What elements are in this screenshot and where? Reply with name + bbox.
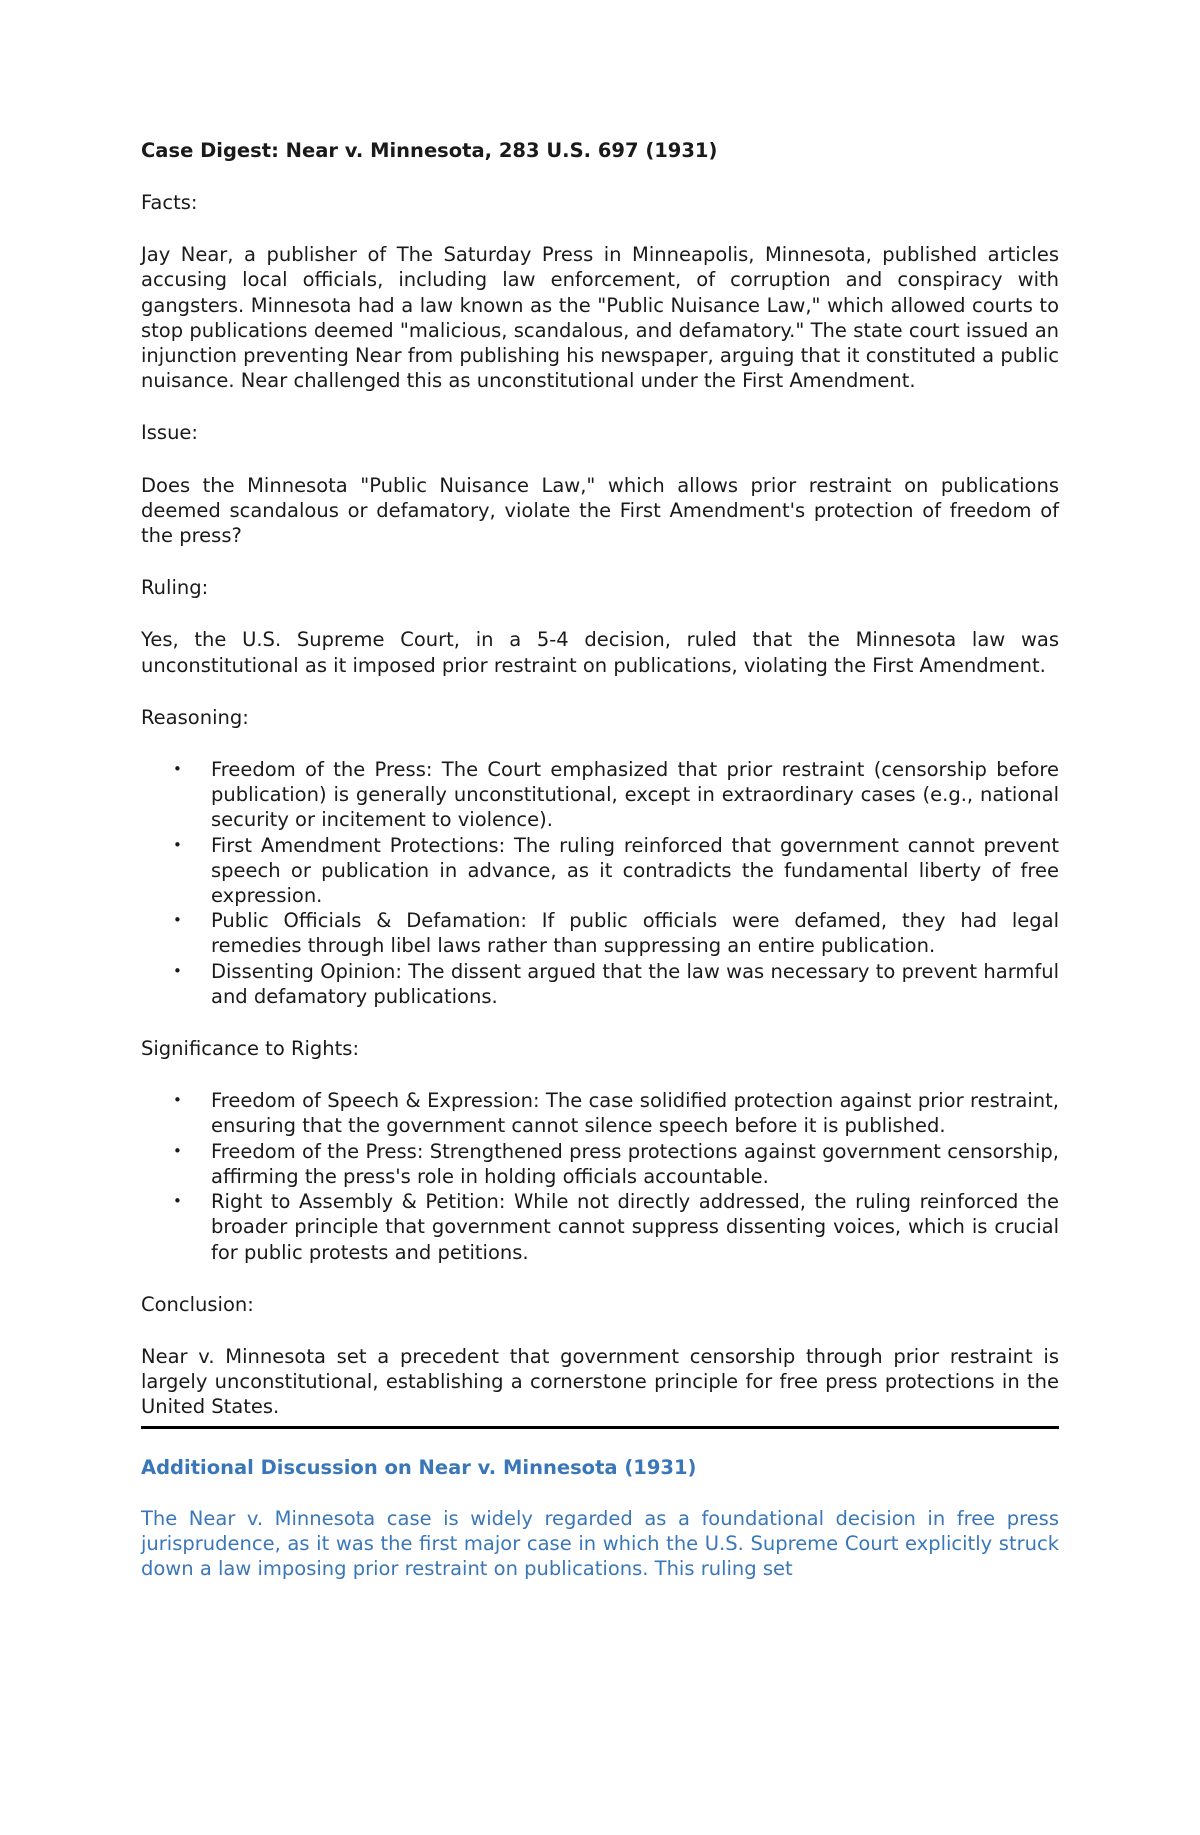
ruling-label: Ruling: bbox=[141, 576, 209, 600]
issue-paragraph: Does the Minnesota "Public Nuisance Law," which allows prior restraint on publications deemed scandalous or defamatory, violate the First Amendment's protection of freedom of the press? bbox=[141, 473, 1059, 548]
bullet-icon: • bbox=[173, 760, 182, 779]
bullet-icon: • bbox=[173, 1091, 182, 1110]
reasoning-item-3: Public Officials & Defamation: If public officials were defamed, they had legal remedies through libel laws rather than suppressing an entire publication. bbox=[211, 909, 1059, 958]
bullet-icon: • bbox=[173, 1192, 182, 1211]
significance-item-2: Freedom of the Press: Strengthened press protections against government censorship, affirming the press's role in holding officials accountable. bbox=[211, 1139, 1059, 1188]
reasoning-item-1: Freedom of the Press: The Court emphasized that prior restraint (censorship before publication) is generally unconstitutional, except in extraordinary cases (e.g., national security or incitement to violence). bbox=[211, 758, 1059, 832]
list-item bbox=[141, 1139, 1059, 1189]
list-item bbox=[141, 833, 1059, 909]
conclusion-paragraph: Near v. Minnesota set a precedent that government censorship through prior restraint is largely unconstitutional, establishing a cornerstone principle for free press protections in the United States. bbox=[141, 1344, 1059, 1419]
reasoning-label: Reasoning: bbox=[141, 705, 249, 729]
issue-label: Issue: bbox=[141, 421, 198, 445]
ruling-paragraph: Yes, the U.S. Supreme Court, in a 5-4 decision, ruled that the Minnesota law was unconstitutional as it imposed prior restraint on publications, violating the First Amendment. bbox=[141, 628, 1059, 677]
list-item bbox=[141, 1088, 1059, 1138]
list-item bbox=[141, 1189, 1059, 1265]
significance-item-3: Right to Assembly & Petition: While not directly addressed, the ruling reinforced the broader principle that government cannot suppress dissenting voices, which is crucial for public protests and petitions. bbox=[211, 1190, 1059, 1264]
bullet-icon: • bbox=[173, 911, 182, 930]
document-title: Case Digest: Near v. Minnesota, 283 U.S. 697 (1931) bbox=[141, 139, 718, 162]
reasoning-item-4: Dissenting Opinion: The dissent argued that the law was necessary to prevent harmful and defamatory publications. bbox=[211, 959, 1059, 1008]
list-item bbox=[141, 908, 1059, 958]
facts-label: Facts: bbox=[141, 191, 198, 214]
bullet-icon: • bbox=[173, 835, 182, 854]
bullet-icon: • bbox=[173, 1141, 182, 1160]
additional-discussion-heading: Additional Discussion on Near v. Minnesota (1931) bbox=[141, 1455, 697, 1479]
list-item bbox=[141, 757, 1059, 833]
list-item bbox=[141, 959, 1059, 1009]
horizontal-rule bbox=[141, 1426, 1059, 1429]
additional-discussion-paragraph: The Near v. Minnesota case is widely regarded as a foundational decision in free press jurisprudence, as it was the first major case in which the U.S. Supreme Court explicitly struck down a law imposing prior restraint on publications. This ruling set bbox=[141, 1506, 1059, 1581]
reasoning-item-2: First Amendment Protections: The ruling reinforced that government cannot prevent speech or publication in advance, as it contradicts the fundamental liberty of free expression. bbox=[211, 833, 1059, 908]
significance-label: Significance to Rights: bbox=[141, 1037, 360, 1061]
facts-paragraph: Jay Near, a publisher of The Saturday Press in Minneapolis, Minnesota, published articles accusing local officials, including law enforcement, of corruption and conspiracy with gangsters. Minnesota had a law known as the "Public Nuisance Law," which allowed courts to stop publications deemed "malicious, scandalous, and defamatory." The state court issued an injunction preventing Near from publishing his newspaper, arguing that it constituted a public nuisance. Near challenged this as unconstitutional under the First Amendment. bbox=[141, 243, 1059, 393]
conclusion-label: Conclusion: bbox=[141, 1292, 254, 1316]
significance-item-1: Freedom of Speech & Expression: The case solidified protection against prior restraint, ensuring that the government cannot silence speech before it is published. bbox=[211, 1089, 1059, 1138]
document-page bbox=[141, 138, 1059, 1581]
reasoning-list bbox=[141, 757, 1059, 1009]
significance-list bbox=[141, 1088, 1059, 1264]
bullet-icon: • bbox=[173, 961, 182, 980]
